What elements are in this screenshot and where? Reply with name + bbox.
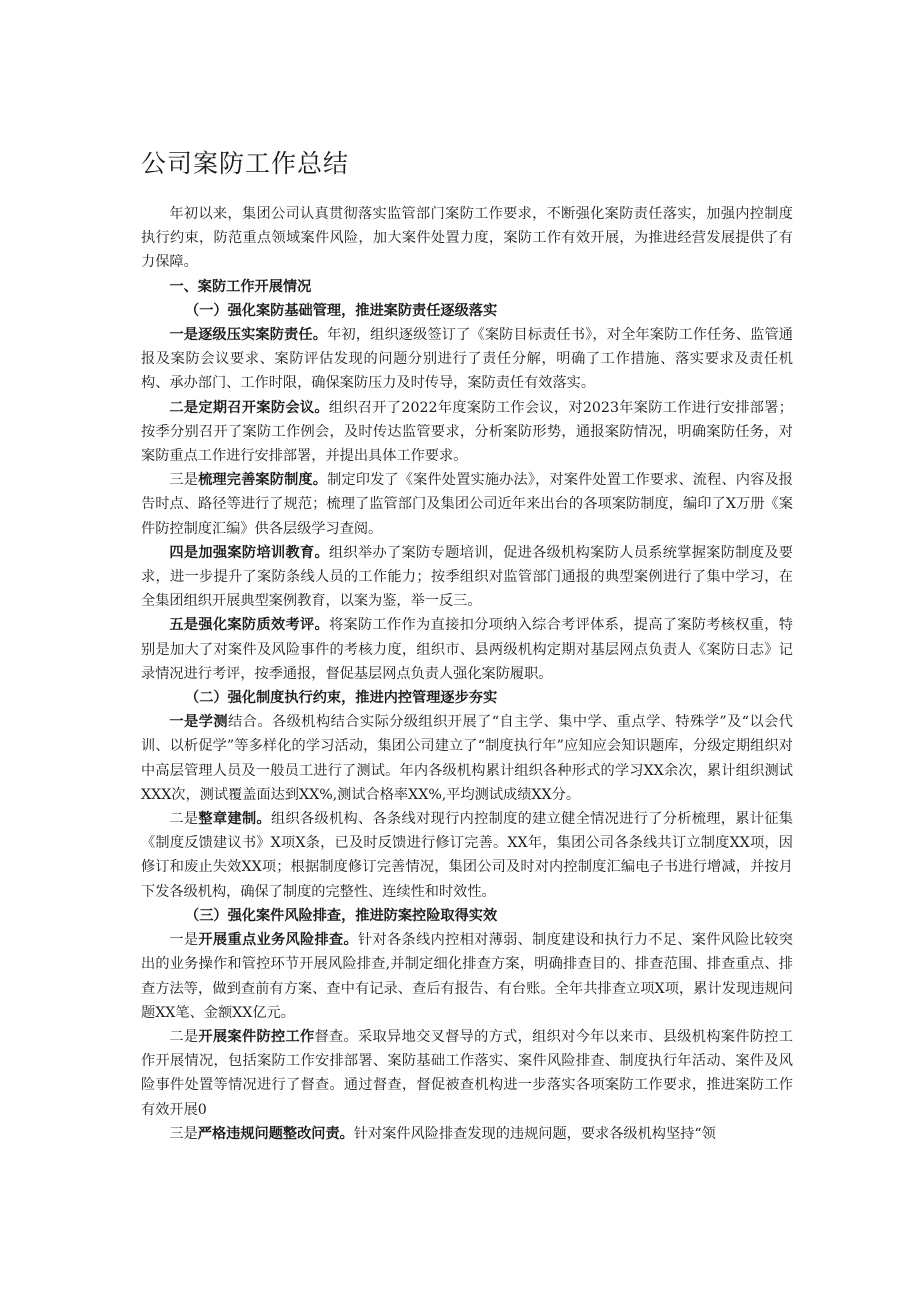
paragraph-3-2 bbox=[141, 1025, 793, 1122]
paragraph-lead-plain: 三是 bbox=[169, 1125, 198, 1142]
subsection-heading-1: （一）强化案防基础管理，推进案防责任逐级落实 bbox=[185, 302, 498, 319]
paragraph-text: 将案防工作作为直接扣分项纳入综合考评体系，提高了案防考核权重，特别是加大了对案件及风险事件的考核力度，组织市、县两级机构定期对基层网点负责人《案防日志》记录情况进行考评，按季通报，督促基层网点负责人强化案防履职。 bbox=[141, 617, 793, 682]
paragraph-text: 针对案件风险排查发现的违规问题，要求各级机构坚持“领 bbox=[353, 1125, 716, 1142]
paragraph-text: 制定印发了《案件处置实施办法》，对案件处置工作要求、流程、内容及报告时点、路径等进行了规范；梳理了监管部门及集团公司近年来出台的各项案防制度，编印了X万册《案件防控制度汇编》供各层级学习查阅。 bbox=[141, 472, 793, 537]
paragraph-lead: 开展案件防控工作 bbox=[198, 1028, 315, 1045]
paragraph-1-4 bbox=[141, 541, 793, 614]
paragraph-lead: 二是定期召开案防会议。 bbox=[169, 399, 329, 416]
paragraph-1-1 bbox=[141, 323, 793, 396]
paragraph-1-5 bbox=[141, 613, 793, 686]
paragraph-lead: 整章建制。 bbox=[198, 811, 271, 828]
paragraph-3-3 bbox=[141, 1122, 793, 1146]
section-heading-1: 一、案防工作开展情况 bbox=[169, 278, 312, 295]
paragraph-lead: 四是加强案防培训教育。 bbox=[169, 544, 329, 561]
paragraph-lead-plain: 三是 bbox=[169, 472, 199, 489]
paragraph-text: 组织召开了2022年度案防工作会议，对2023年案防工作进行安排部署；按季分别召开了案防工作例会，及时传达监管要求，分析案防形势，通报案防情况，明确案防任务，对案防重点工作进行安排部署，并提出具体工作要求。 bbox=[141, 399, 793, 465]
paragraph-lead: 开展重点业务风险排查。 bbox=[198, 932, 359, 949]
paragraph-lead: 一是学测 bbox=[169, 714, 229, 731]
paragraph-2-1 bbox=[141, 710, 793, 807]
intro-paragraph: 年初以来，集团公司认真贯彻落实监管部门案防工作要求，不断强化案防责任落实，加强内控制度执行约束，防范重点领域案件风险，加大案件处置力度，案防工作有效开展，为推进经营发展提供了有力保障。 bbox=[141, 206, 793, 271]
document-title: 公司案防工作总结 bbox=[141, 149, 350, 178]
paragraph-text: 督查。采取异地交叉督导的方式，组织对今年以来市、县级机构案件防控工作开展情况，包括案防工作安排部署、案防基础工作落实、案件风险排查、制度执行年活动、案件及风险事件处置等情况进行了督查。通过督查，督促被查机构进一步落实各项案防工作要求，推进案防工作有效开展0 bbox=[141, 1028, 793, 1118]
paragraph-1-3 bbox=[141, 468, 793, 541]
paragraph-text: 结合。各级机构结合实际分级组织开展了“自主学、集中学、重点学、特殊学”及“以会代训、以析促学”等多样化的学习活动，集团公司建立了“制度执行年”应知应会知识题库，分级定期组织对中高层管理人员及一般员工进行了测试。年内各级机构累计组织各种形式的学习XX余次，累计组织测试XXX次，测试覆盖面达到XX%,测试合格率XX%,平均测试成绩XX分。 bbox=[141, 714, 793, 803]
paragraph-lead: 五是强化案防质效考评。 bbox=[169, 617, 329, 634]
paragraph-lead-plain: 二是 bbox=[169, 1028, 199, 1045]
paragraph-text: 组织各级机构、各条线对现行内控制度的建立健全情况进行了分析梳理，累计征集《制度反馈建议书》X项X条，已及时反馈进行修订完善。XX年，集团公司各条线共订立制度XX项，因修订和废止失效XX项；根据制度修订完善情况，集团公司及时对内控制度汇编电子书进行增减，并按月下发各级机构，确保了制度的完整性、连续性和时效性。 bbox=[141, 811, 793, 900]
subsection-heading-3: （三）强化案件风险排查，推进防案控险取得实效 bbox=[185, 907, 498, 924]
paragraph-text: 组织举办了案防专题培训，促进各级机构案防人员系统掌握案防制度及要求，进一步提升了案防条线人员的工作能力；按季组织对监管部门通报的典型案例进行了集中学习，在全集团组织开展典型案例教育，以案为鉴，举一反三。 bbox=[141, 544, 793, 610]
subsection-heading-2: （二）强化制度执行约束，推进内控管理逐步夯实 bbox=[185, 690, 498, 707]
paragraph-1-2 bbox=[141, 396, 793, 469]
paragraph-lead: 梳理完善案防制度。 bbox=[198, 472, 328, 489]
paragraph-lead-plain: 二是 bbox=[169, 811, 199, 828]
paragraph-lead: 严格违规问题整改问责。 bbox=[197, 1125, 354, 1142]
paragraph-text: 年初，组织逐级签订了《案防目标责任书》，对全年案防工作任务、监管通报及案防会议要求、案防评估发现的问题分别进行了责任分解，明确了工作措施、落实要求及责任机构、承办部门、工作时限，确保案防压力及时传导，案防责任有效落实。 bbox=[141, 327, 793, 392]
paragraph-text: 针对各条线内控相对薄弱、制度建设和执行力不足、案件风险比较突出的业务操作和管控环节开展风险排查,并制定细化排查方案，明确排查目的、排查范围、排查重点、排查方法等，做到查前有方案、查中有记录、查后有报告、有台账。全年共排查立项X项，累计发现违规问题XX笔、金额XX亿元。 bbox=[141, 932, 793, 1021]
paragraph-lead-plain: 一是 bbox=[169, 932, 199, 949]
paragraph-lead: 一是逐级压实案防责任。 bbox=[169, 327, 328, 344]
paragraph-2-2 bbox=[141, 807, 793, 904]
paragraph-3-1 bbox=[141, 928, 793, 1025]
document-page bbox=[141, 148, 793, 1146]
